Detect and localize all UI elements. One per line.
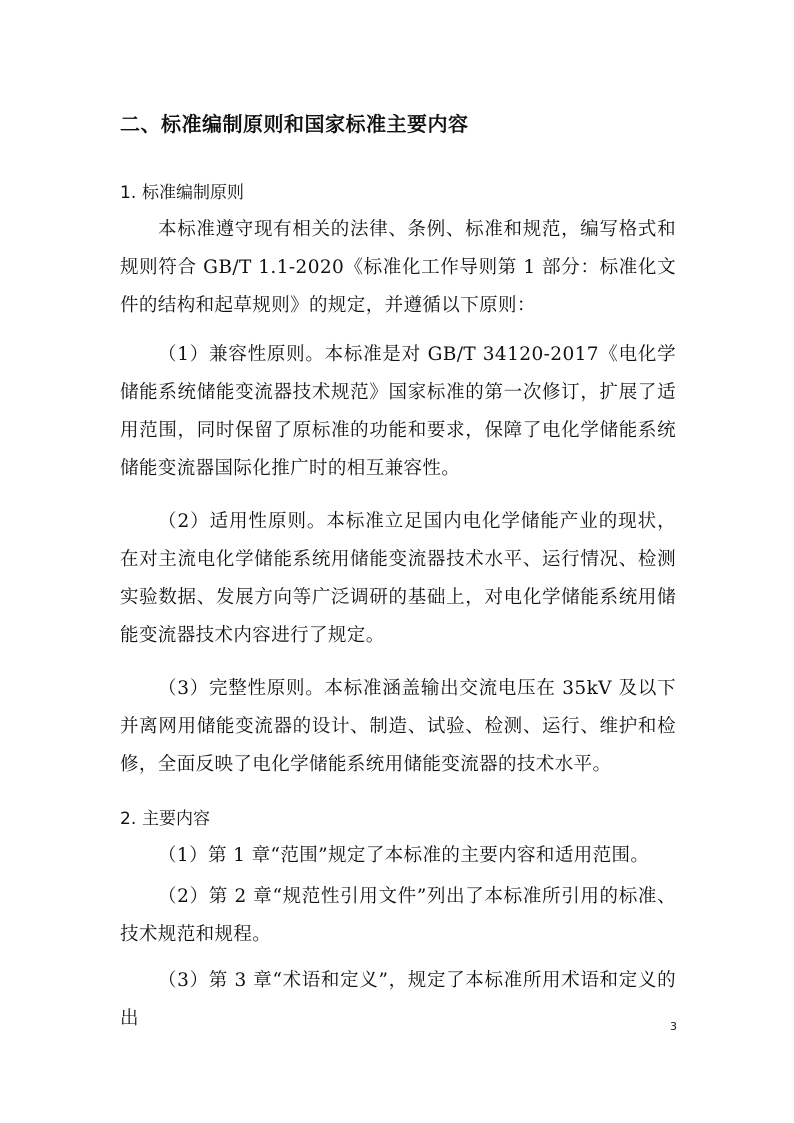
subsection-title: 标准编制原则 (142, 183, 244, 203)
section-heading: 二、标准编制原则和国家标准主要内容 (120, 112, 469, 136)
contents-item-paragraph: （2）第 2 章“规范性引用文件”列出了本标准所引用的标准、技术规范和规程。 (120, 886, 676, 945)
page-number: 3 (670, 1020, 677, 1033)
subsection-number: 2. (120, 809, 137, 829)
contents-item-paragraph: （1）第 1 章“范围”规定了本标准的主要内容和适用范围。 (158, 845, 650, 866)
subsection-contents-heading (120, 804, 210, 829)
principle-completeness-paragraph: （3）完整性原则。本标准涵盖输出交流电压在 35kV 及以下并离网用储能变流器的设计、制造、试验、检测、运行、维护和检修，全面反映了电化学储能系统用储能变流器的技术水平。 (120, 678, 676, 775)
contents-item-paragraph: （3）第 3 章“术语和定义”，规定了本标准所用术语和定义的出 (120, 970, 676, 1029)
principles-intro-paragraph: 本标准遵守现有相关的法律、条例、标准和规范，编写格式和规则符合 GB/T 1.1-2020《标准化工作导则第 1 部分：标准化文件的结构和起草规则》的规定，并遵循以下原则： (120, 219, 676, 316)
subsection-number: 1. (120, 183, 137, 203)
principle-compatibility-paragraph: （1）兼容性原则。本标准是对 GB/T 34120-2017《电化学储能系统储能变流器技术规范》国家标准的第一次修订，扩展了适用范围，同时保留了原标准的功能和要求，保障了电化学储能系统储能变流器国际化推广时的相互兼容性。 (120, 344, 676, 479)
subsection-principles-heading (120, 178, 244, 203)
principle-applicability-paragraph: （2）适用性原则。本标准立足国内电化学储能产业的现状，在对主流电化学储能系统用储能变流器技术水平、运行情况、检测实验数据、发展方向等广泛调研的基础上，对电化学储能系统用储能变流器技术内容进行了规定。 (120, 511, 676, 646)
subsection-title: 主要内容 (142, 809, 210, 829)
